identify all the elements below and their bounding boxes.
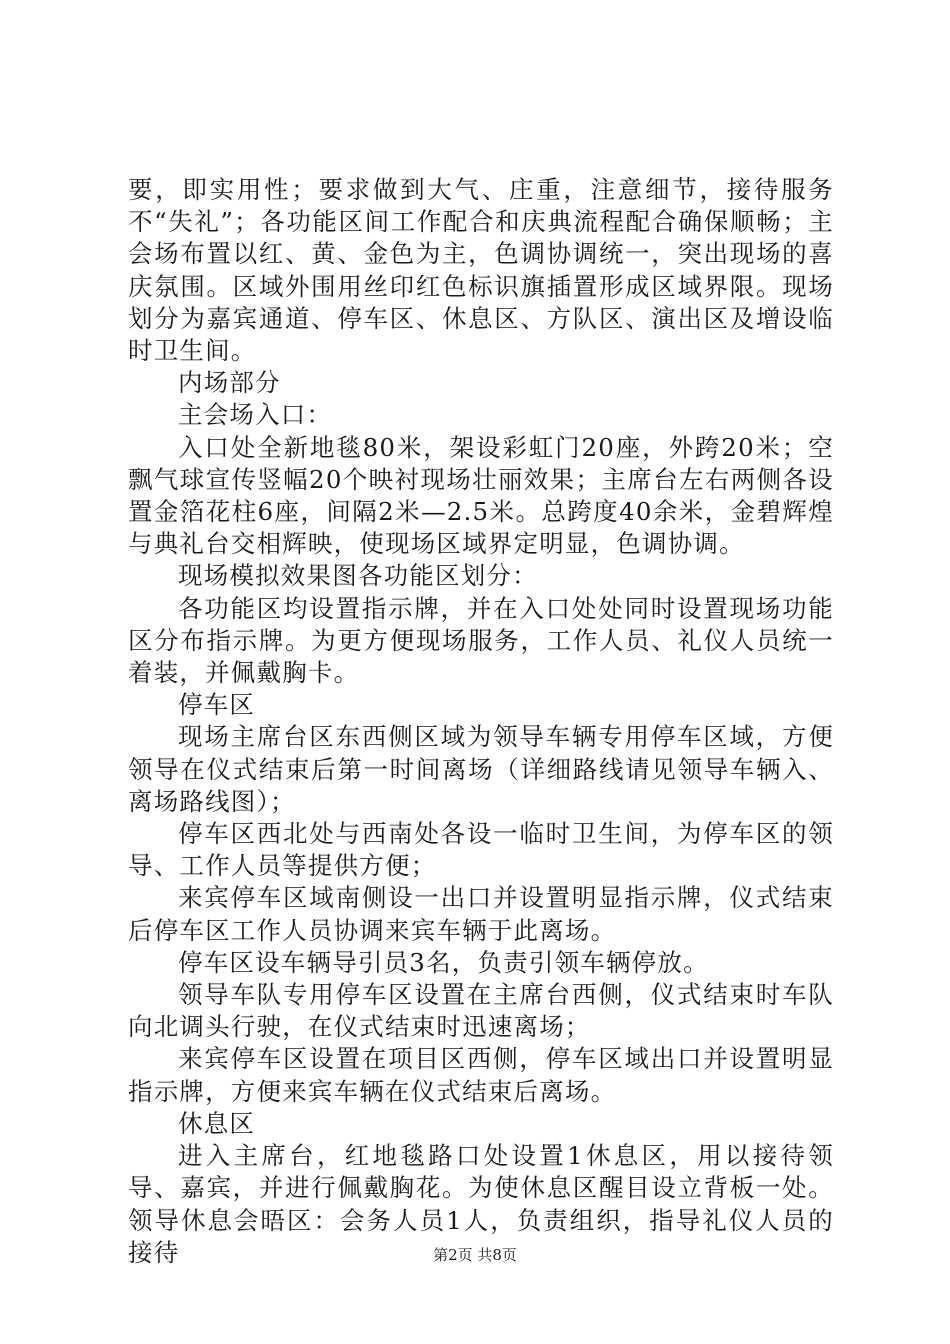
paragraph-entrance-details: 入口处全新地毯80米，架设彩虹门20座，外跨20米；空飘气球宣传竖幅20个映衬现场壮丽效果；主席台左右两侧各设置金箔花柱6座，间隔2米—2.5米。总跨度40余米，金碧辉煌与典礼台交相辉映，使现场区域界定明显，色调协调。 xyxy=(128,432,834,559)
paragraph-parking-exit: 来宾停车区域南侧设一出口并设置明显指示牌，仪式结束后停车区工作人员协调来宾车辆于此离场。 xyxy=(128,883,834,945)
page-footer: 第2页 共8页 xyxy=(433,1246,517,1264)
paragraph-signage: 各功能区均设置指示牌，并在入口处处同时设置现场功能区分布指示牌。为更方便现场服务，工作人员、礼仪人员统一着装，并佩戴胸卡。 xyxy=(128,593,834,688)
heading-rest-area: 休息区 xyxy=(178,1108,256,1138)
paragraph-parking-leaders: 现场主席台区东西侧区域为领导车辆专用停车区域，方便领导在仪式结束后第一时间离场（详细路线请见领导车辆入、离场路线图）； xyxy=(128,722,834,816)
heading-main-entrance: 主会场入口： xyxy=(178,400,333,430)
heading-parking: 停车区 xyxy=(178,690,256,720)
paragraph-rest-area: 进入主席台，红地毯路口处设置1休息区，用以接待领导、嘉宾，并进行佩戴胸花。为使休息区醒目设立背板一处。领导休息会晤区：会务人员1人，负责组织，指导礼仪人员的接待 xyxy=(128,1141,834,1267)
heading-function-zones: 现场模拟效果图各功能区划分： xyxy=(178,561,538,591)
heading-inner-area: 内场部分 xyxy=(178,368,281,398)
paragraph-intro: 要，即实用性；要求做到大气、庄重，注意细节，接待服务不“失礼”；各功能区间工作配合和庆典流程配合确保顺畅；主会场布置以红、黄、金色为主，色调协调统一，突出现场的喜庆氛围。区域外围用丝印红色标识旗插置形成区域界限。现场划分为嘉宾通道、停车区、休息区、方队区、演出区及增设临时卫生间。 xyxy=(128,175,834,366)
paragraph-motorcade: 领导车队专用停车区设置在主席台西侧，仪式结束时车队向北调头行驶，在仪式结束时迅速离场； xyxy=(128,980,834,1042)
paragraph-parking-guides: 停车区设车辆导引员3名，负责引领车辆停放。 xyxy=(178,947,709,977)
document-body xyxy=(128,174,834,1269)
paragraph-guest-parking: 来宾停车区设置在项目区西侧，停车区域出口并设置明显指示牌，方便来宾车辆在仪式结束后离场。 xyxy=(128,1044,834,1106)
paragraph-parking-toilets: 停车区西北处与西南处各设一临时卫生间，为停车区的领导、工作人员等提供方便； xyxy=(128,819,834,881)
